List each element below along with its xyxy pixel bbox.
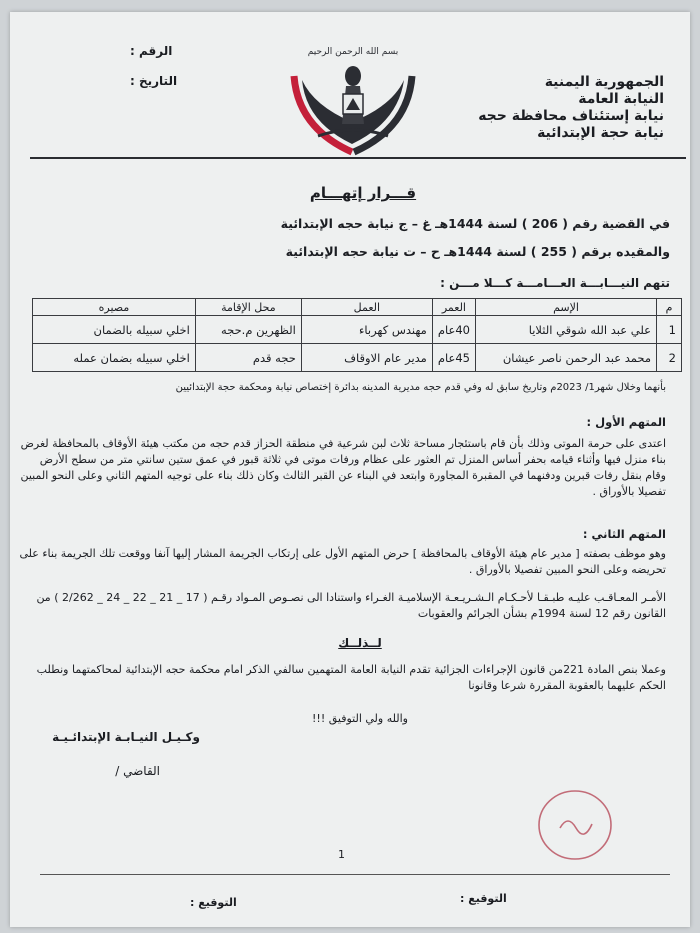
date-clause: بأنهما وخلال شهر1/ 2023م وتاريخ سابق له وفي قدم حجه مديرية المدينه بدائرة إختصاص نيابة ومحكمة حجة الإبتدائيين	[175, 382, 666, 393]
accused-occupation: مهندس كهرباء	[301, 316, 432, 344]
accusation-intro: تتهم النيـــابـــة العـــامـــة كـــلا مـــن :	[440, 276, 670, 290]
number-label: الرقم :	[130, 44, 173, 58]
row-index: 1	[657, 316, 682, 344]
yemen-eagle-emblem	[288, 40, 418, 158]
document-title: قـــرار إتهـــام	[309, 184, 417, 202]
legal-basis-text: الأمـر المعـاقـب عليـه طبـقـا لأحـكـام الـشـريـعـة الإسلاميـة الغـراء واستنادا الى نصـوص المـواد رقـم ( 17 _ 21 _ 22 _ 24 _ 2/262 ) من القانون رقم 12 لسنة 1994م بشأن الجرائم والعقوبات	[36, 591, 666, 620]
column-header: محل الإقامة	[195, 299, 301, 316]
conclusion-text: وعملا بنص المادة 221من قانون الإجراءات الجزائية تقدم النيابة العامة المتهمين سالفي الذكر امام محكمة حجه الإبتدائية لمحاكمتهما ونطلب الحكم عليهما بالعقوبة المقررة شرعا وقانونا	[36, 663, 666, 692]
column-header: مصيره	[33, 299, 196, 316]
accused-status: اخلي سبيله بالضمان	[33, 316, 196, 344]
header-divider	[30, 157, 686, 159]
header-authority-block	[478, 74, 664, 142]
appeal-office-name: نيابة إستئناف محافظة حجه	[478, 108, 664, 124]
registry-number-line: والمقيده برقم ( 255 ) لسنة 1444هـ ح – ت نيابة حجه الإبتدائية	[285, 244, 670, 259]
country-name: الجمهورية اليمنية	[544, 74, 664, 90]
accused-residence: الظهرين م.حجه	[195, 316, 301, 344]
accused1-charge-text: اعتدى على حرمة الموتى وذلك بأن قام باستئجار مساحة ثلاث لبن شرعية في منطقة الحزاز قدم حجه من مكتب هيئة الأوقاف بالمحافظة لغرض بناء منزل فيها وأثناء قيامه بحفر أساس المنزل تم العثور على عظام ورفات موتى في ثلاثة قبور في عمق ستين سانتي متر من سطح الأرض وقام بنقل رفات قبرين ودفنهما في المقبرة المجاورة وابتعد في البناء عن القبر الثالث وكان ذلك بناء على توجيه المتهم الثاني وعلى النحو المبين تفصيلا بالأوراق .	[20, 437, 666, 498]
closing-phrase: والله ولي التوفيق !!!	[312, 712, 408, 725]
judge-label: القاضي /	[115, 764, 160, 778]
footer-signature-right: التوقيع :	[460, 892, 507, 905]
basmala-text: بسم الله الرحمن الرحيم	[307, 47, 399, 57]
footer-signature-left: التوقيع :	[190, 896, 237, 909]
primary-office-name: نيابة حجة الإبتدائية	[537, 125, 664, 141]
authority-name: النيابة العامة	[578, 91, 664, 107]
accused1-heading: المتهم الأول :	[586, 415, 666, 429]
accused-age: 40عام	[432, 316, 475, 344]
accused-name: محمد عبد الرحمن ناصر عيشان	[476, 344, 657, 372]
column-header: الإسم	[476, 299, 657, 316]
accused-occupation: مدير عام الاوقاف	[301, 344, 432, 372]
column-header: م	[657, 299, 682, 316]
therefore-heading: لــذلــك	[338, 636, 382, 650]
row-index: 2	[657, 344, 682, 372]
table-row	[33, 316, 682, 344]
table-row	[33, 344, 682, 372]
table-header-row	[33, 299, 682, 316]
column-header: العمل	[301, 299, 432, 316]
accused-status: اخلي سبيله بضمان عمله	[33, 344, 196, 372]
date-label: التاريخ :	[130, 74, 178, 88]
prosecutor-signature-title: وكـيـل النيـابـة الإبتدائـيـة	[52, 730, 200, 744]
page-number: 1	[338, 848, 345, 861]
accused2-heading: المتهم الثاني :	[582, 527, 666, 541]
document-page	[10, 12, 690, 927]
ink-stamp	[534, 784, 616, 866]
case-number-line: في القضية رقم ( 206 ) لسنة 1444هـ غ – ج نيابة حجه الإبتدائية	[280, 216, 670, 231]
accused-age: 45عام	[432, 344, 475, 372]
accused-name: علي عبد الله شوقي الثلايا	[476, 316, 657, 344]
accused2-charge-text: وهو موظف بصفته [ مدير عام هيئة الأوقاف بالمحافظة ] حرض المتهم الأول على إرتكاب الجريمة المشار إليها آنفا ووقعت تلك الجريمة بناء على تحريضه وعلى النحو المبين تفصيلا بالأوراق .	[19, 547, 666, 576]
accused-table	[32, 298, 682, 372]
footer-divider	[40, 874, 670, 875]
column-header: العمر	[432, 299, 475, 316]
accused-residence: حجه قدم	[195, 344, 301, 372]
